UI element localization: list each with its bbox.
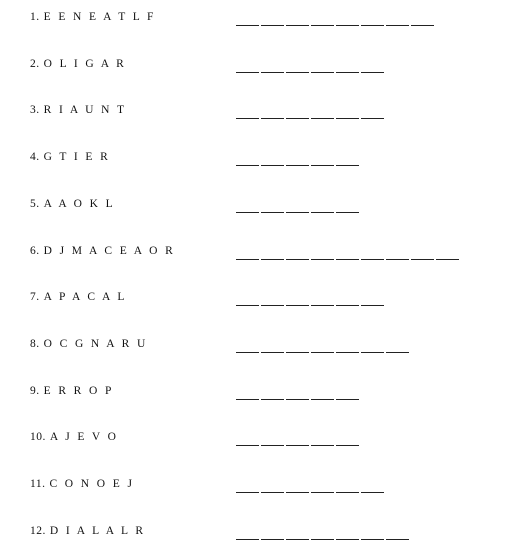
scrambled-word bbox=[30, 244, 175, 258]
puzzle-row bbox=[0, 420, 528, 450]
letter-blank bbox=[411, 259, 434, 260]
letter-blank bbox=[261, 72, 284, 73]
letter-blank bbox=[261, 25, 284, 26]
scrambled-letters: O C G N A R U bbox=[43, 337, 148, 350]
letter-blank bbox=[336, 212, 359, 213]
letter-blank bbox=[336, 492, 359, 493]
item-number: 1. bbox=[30, 11, 40, 23]
letter-blank bbox=[336, 539, 359, 540]
letter-blank bbox=[236, 165, 259, 166]
letter-blank bbox=[236, 72, 259, 73]
scrambled-word bbox=[30, 57, 126, 71]
puzzle-row bbox=[0, 234, 528, 264]
scrambled-letters: E E N E A T L F bbox=[43, 11, 156, 23]
scrambled-letters: C O N O E J bbox=[49, 478, 135, 490]
scrambled-word bbox=[30, 197, 115, 211]
letter-blank bbox=[236, 445, 259, 446]
puzzle-row bbox=[0, 187, 528, 217]
letter-blank bbox=[286, 212, 309, 213]
item-number: 12. bbox=[30, 524, 46, 537]
puzzle-row bbox=[0, 327, 528, 357]
item-number: 2. bbox=[30, 57, 40, 70]
answer-blanks[interactable] bbox=[236, 492, 384, 494]
letter-blank bbox=[236, 399, 259, 400]
answer-blanks[interactable] bbox=[236, 165, 359, 167]
letter-blank bbox=[311, 259, 334, 260]
item-number: 9. bbox=[30, 384, 40, 397]
letter-blank bbox=[336, 399, 359, 400]
item-number: 7. bbox=[30, 291, 40, 304]
letter-blank bbox=[286, 165, 309, 166]
scrambled-word bbox=[30, 477, 134, 491]
item-number: 8. bbox=[30, 337, 40, 350]
answer-blanks[interactable] bbox=[236, 445, 359, 447]
answer-blanks[interactable] bbox=[236, 25, 434, 27]
scrambled-letters: D J M A C E A O R bbox=[43, 244, 176, 257]
letter-blank bbox=[311, 72, 334, 73]
item-number: 3. bbox=[30, 104, 40, 117]
letter-blank bbox=[436, 259, 459, 260]
letter-blank bbox=[361, 25, 384, 26]
puzzle-row bbox=[0, 0, 528, 30]
scrambled-word bbox=[30, 384, 114, 398]
letter-blank bbox=[311, 165, 334, 166]
letter-blank bbox=[261, 259, 284, 260]
letter-blank bbox=[336, 352, 359, 353]
letter-blank bbox=[286, 539, 309, 540]
letter-blank bbox=[336, 445, 359, 446]
answer-blanks[interactable] bbox=[236, 539, 409, 541]
letter-blank bbox=[336, 25, 359, 26]
puzzle-row bbox=[0, 47, 528, 77]
letter-blank bbox=[361, 539, 384, 540]
scrambled-letters: D I A L A L R bbox=[49, 524, 146, 537]
letter-blank bbox=[236, 305, 259, 306]
scrambled-letters: E R R O P bbox=[43, 384, 114, 397]
puzzle-row bbox=[0, 140, 528, 170]
scrambled-letters: G T I E R bbox=[43, 151, 111, 164]
scrambled-word bbox=[30, 150, 110, 164]
puzzle-row bbox=[0, 374, 528, 404]
letter-blank bbox=[286, 399, 309, 400]
answer-blanks[interactable] bbox=[236, 212, 359, 214]
letter-blank bbox=[261, 212, 284, 213]
letter-blank bbox=[236, 492, 259, 493]
scrambled-word bbox=[30, 10, 156, 24]
scrambled-letters: A A O K L bbox=[43, 197, 116, 210]
scrambled-word bbox=[30, 430, 118, 444]
letter-blank bbox=[386, 259, 409, 260]
letter-blank bbox=[261, 352, 284, 353]
letter-blank bbox=[236, 25, 259, 26]
answer-blanks[interactable] bbox=[236, 118, 384, 120]
puzzle-row bbox=[0, 514, 528, 544]
answer-blanks[interactable] bbox=[236, 352, 409, 354]
letter-blank bbox=[411, 25, 434, 26]
letter-blank bbox=[311, 445, 334, 446]
letter-blank bbox=[361, 305, 384, 306]
letter-blank bbox=[311, 539, 334, 540]
letter-blank bbox=[361, 352, 384, 353]
item-number: 6. bbox=[30, 244, 40, 257]
letter-blank bbox=[261, 305, 284, 306]
letter-blank bbox=[286, 25, 309, 26]
letter-blank bbox=[311, 399, 334, 400]
letter-blank bbox=[336, 165, 359, 166]
letter-blank bbox=[236, 259, 259, 260]
scrambled-letters: A P A C A L bbox=[43, 291, 127, 304]
letter-blank bbox=[261, 399, 284, 400]
letter-blank bbox=[386, 25, 409, 26]
letter-blank bbox=[311, 492, 334, 493]
letter-blank bbox=[261, 118, 284, 119]
scrambled-letters: O L I G A R bbox=[43, 57, 127, 70]
puzzle-row bbox=[0, 280, 528, 310]
answer-blanks[interactable] bbox=[236, 72, 384, 74]
letter-blank bbox=[336, 259, 359, 260]
answer-blanks[interactable] bbox=[236, 305, 384, 307]
scrambled-word bbox=[30, 524, 145, 538]
letter-blank bbox=[261, 492, 284, 493]
letter-blank bbox=[261, 539, 284, 540]
letter-blank bbox=[361, 118, 384, 119]
letter-blank bbox=[386, 539, 409, 540]
scrambled-letters: R I A U N T bbox=[43, 104, 127, 117]
letter-blank bbox=[286, 259, 309, 260]
letter-blank bbox=[236, 539, 259, 540]
letter-blank bbox=[386, 352, 409, 353]
letter-blank bbox=[336, 305, 359, 306]
item-number: 10. bbox=[30, 431, 46, 444]
letter-blank bbox=[311, 212, 334, 213]
letter-blank bbox=[236, 352, 259, 353]
puzzle-row bbox=[0, 467, 528, 497]
letter-blank bbox=[361, 72, 384, 73]
letter-blank bbox=[261, 165, 284, 166]
scrambled-letters: A J E V O bbox=[49, 431, 119, 444]
scrambled-word bbox=[30, 337, 148, 351]
letter-blank bbox=[311, 118, 334, 119]
letter-blank bbox=[311, 25, 334, 26]
letter-blank bbox=[286, 118, 309, 119]
item-number: 5. bbox=[30, 197, 40, 210]
item-number: 4. bbox=[30, 151, 40, 164]
item-number: 11. bbox=[30, 478, 46, 490]
letter-blank bbox=[286, 492, 309, 493]
letter-blank bbox=[361, 492, 384, 493]
answer-blanks[interactable] bbox=[236, 259, 459, 261]
letter-blank bbox=[311, 352, 334, 353]
letter-blank bbox=[286, 72, 309, 73]
letter-blank bbox=[236, 118, 259, 119]
scrambled-word bbox=[30, 103, 126, 117]
letter-blank bbox=[286, 305, 309, 306]
puzzle-row bbox=[0, 93, 528, 123]
letter-blank bbox=[361, 259, 384, 260]
letter-blank bbox=[286, 352, 309, 353]
letter-blank bbox=[286, 445, 309, 446]
letter-blank bbox=[311, 305, 334, 306]
letter-blank bbox=[336, 72, 359, 73]
letter-blank bbox=[261, 445, 284, 446]
letter-blank bbox=[336, 118, 359, 119]
scrambled-word bbox=[30, 290, 127, 304]
answer-blanks[interactable] bbox=[236, 399, 359, 401]
letter-blank bbox=[236, 212, 259, 213]
